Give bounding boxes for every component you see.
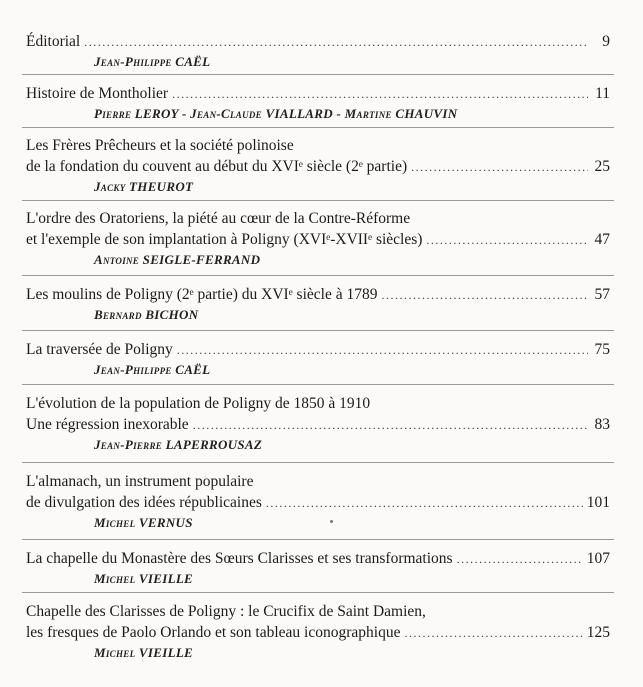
toc-line bbox=[26, 492, 610, 514]
entry-title: L'ordre des Oratoriens, la piété au cœur de la Contre-Réforme bbox=[26, 210, 411, 227]
dot-leader bbox=[172, 84, 588, 105]
paper-speck bbox=[330, 520, 333, 523]
dot-leader bbox=[193, 415, 588, 436]
entry-author: Antoine SEIGLE-FERRAND bbox=[94, 252, 261, 267]
page-number: 11 bbox=[595, 85, 610, 102]
toc-line bbox=[26, 393, 610, 414]
toc-line bbox=[26, 83, 610, 105]
dot-leader bbox=[381, 285, 588, 306]
separator-line bbox=[22, 592, 614, 593]
page-number: 101 bbox=[586, 494, 610, 511]
toc-line bbox=[26, 601, 610, 622]
page-number: 57 bbox=[594, 286, 610, 303]
page-number: 83 bbox=[594, 416, 610, 433]
dot-leader bbox=[457, 549, 583, 570]
toc-line bbox=[26, 471, 610, 492]
entry-title: La traversée de Poligny bbox=[26, 341, 173, 358]
dot-leader bbox=[426, 230, 588, 251]
toc-entry-editorial bbox=[26, 31, 610, 69]
entry-author: Jean-Pierre LAPERROUSAZ bbox=[94, 437, 263, 452]
entry-title: Éditorial bbox=[26, 33, 81, 50]
entry-title: de divulgation des idées républicaines bbox=[26, 494, 262, 511]
toc-line bbox=[26, 622, 610, 644]
separator-line bbox=[22, 384, 614, 385]
separator-line bbox=[22, 462, 614, 463]
entry-title: de la fondation du couvent au début du XVIᵉ siècle (2ᵉ partie) bbox=[26, 158, 408, 175]
entry-title: L'almanach, un instrument populaire bbox=[26, 473, 254, 490]
entry-title: La chapelle du Monastère des Sœurs Clarisses et ses transformations bbox=[26, 550, 453, 567]
entry-author: Jean-Philippe CAËL bbox=[94, 54, 211, 69]
dot-leader bbox=[266, 493, 583, 514]
toc-line bbox=[26, 31, 610, 53]
toc-entry-chapelle-monastere bbox=[26, 548, 610, 586]
separator-line bbox=[22, 127, 614, 128]
entry-author: Michel VERNUS bbox=[94, 515, 193, 530]
toc-entry-population bbox=[26, 393, 610, 452]
dot-leader bbox=[411, 157, 588, 178]
toc-line bbox=[26, 135, 610, 156]
entry-title: Les Frères Prêcheurs et la société polinoise bbox=[26, 137, 294, 154]
entry-title: Les moulins de Poligny (2ᵉ partie) du XVIᵉ siècle à 1789 bbox=[26, 286, 378, 303]
dot-leader bbox=[404, 623, 582, 644]
toc-line bbox=[26, 548, 610, 570]
entry-title: Une régression inexorable bbox=[26, 416, 189, 433]
toc-line bbox=[26, 156, 610, 178]
entry-author: Michel VIEILLE bbox=[94, 571, 194, 586]
entry-title: Histoire de Montholier bbox=[26, 85, 169, 102]
entry-title: les fresques de Paolo Orlando et son tableau iconographique bbox=[26, 624, 401, 641]
toc-entry-montholier bbox=[26, 83, 610, 121]
toc-line bbox=[26, 229, 610, 251]
toc-entry-oratoriens bbox=[26, 208, 610, 267]
separator-line bbox=[22, 200, 614, 201]
separator-line bbox=[22, 74, 614, 75]
page-number: 75 bbox=[594, 341, 610, 358]
page-number: 9 bbox=[602, 33, 610, 50]
dot-leader bbox=[177, 340, 588, 361]
toc-entry-moulins bbox=[26, 284, 610, 322]
dot-leader bbox=[84, 32, 588, 53]
toc-entry-traversee bbox=[26, 339, 610, 377]
entry-author: Pierre LEROY - Jean-Claude VIALLARD - Martine CHAUVIN bbox=[94, 106, 458, 121]
separator-line bbox=[22, 275, 614, 276]
entry-author: Bernard BICHON bbox=[94, 307, 199, 322]
page-number: 107 bbox=[586, 550, 610, 567]
page-number: 125 bbox=[586, 624, 610, 641]
entry-title: et l'exemple de son implantation à Poligny (XVIᵉ-XVIIᵉ siècles) bbox=[26, 231, 423, 248]
entry-title: Chapelle des Clarisses de Poligny : le Crucifix de Saint Damien, bbox=[26, 603, 426, 620]
page-number: 47 bbox=[594, 231, 610, 248]
toc-line bbox=[26, 284, 610, 306]
entry-author: Michel VIEILLE bbox=[94, 645, 194, 660]
toc-entry-chapelle-clarisses bbox=[26, 601, 610, 660]
separator-line bbox=[22, 539, 614, 540]
entry-author: Jacky THEUROT bbox=[94, 179, 194, 194]
toc-entry-freres-precheurs bbox=[26, 135, 610, 194]
toc-line bbox=[26, 339, 610, 361]
separator-line bbox=[22, 330, 614, 331]
entry-author: Jean-Philippe CAËL bbox=[94, 362, 211, 377]
entry-title: L'évolution de la population de Poligny de 1850 à 1910 bbox=[26, 395, 371, 412]
toc-entry-almanach bbox=[26, 471, 610, 530]
toc-line bbox=[26, 208, 610, 229]
toc-line bbox=[26, 414, 610, 436]
page-number: 25 bbox=[594, 158, 610, 175]
